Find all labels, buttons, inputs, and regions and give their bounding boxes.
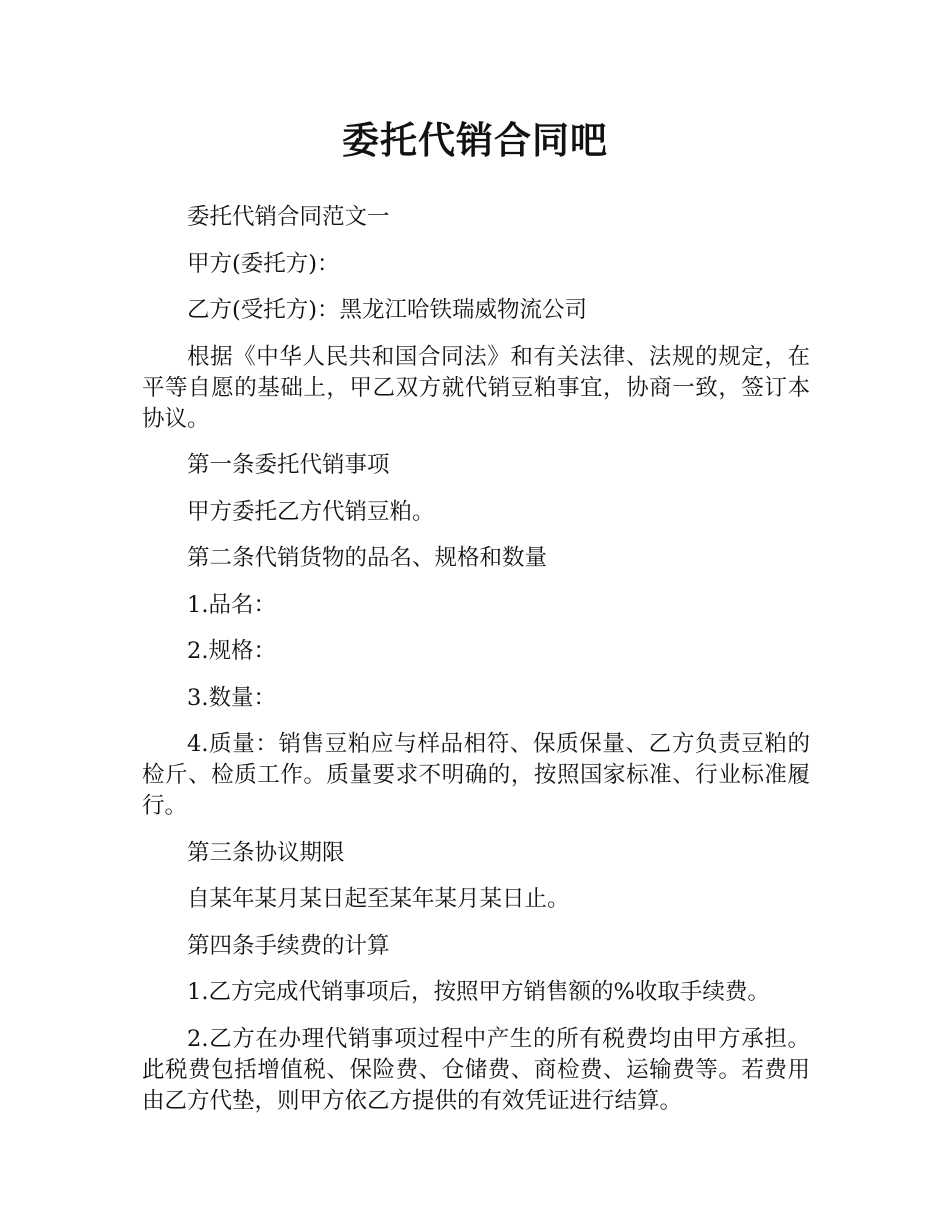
paragraph-article-1-text: 甲方委托乙方代销豆粕。 bbox=[187, 498, 435, 525]
paragraph-heading-sample: 委托代销合同范文一 bbox=[187, 204, 390, 230]
paragraph-party-b: 乙方(受托方)：黑龙江哈铁瑞威物流公司 bbox=[187, 297, 588, 323]
paragraph-article-2-heading: 第二条代销货物的品名、规格和数量 bbox=[187, 545, 548, 571]
paragraph-article-4-heading: 第四条手续费的计算 bbox=[187, 932, 390, 959]
paragraph-party-a: 甲方(委托方)： bbox=[187, 250, 340, 277]
paragraph-item-spec: 2.规格： bbox=[187, 638, 276, 664]
paragraph-item-quality: 4.质量：销售豆粕应与样品相符、保质保量、乙方负责豆粕的检斤、检质工作。质量要求不明确的，按照国家标准、行业标准履行。 bbox=[142, 731, 810, 819]
paragraph-fee-2: 2.乙方在办理代销事项过程中产生的所有税费均由甲方承担。此税费包括增值税、保险费、仓储费、商检费、运输费等。若费用由乙方代垫，则甲方依乙方提供的有效凭证进行结算。 bbox=[142, 1025, 810, 1114]
paragraph-item-quantity: 3.数量： bbox=[187, 684, 276, 711]
paragraph-item-name: 1.品名： bbox=[187, 591, 276, 618]
paragraph-fee-1: 1.乙方完成代销事项后，按照甲方销售额的%收取手续费。 bbox=[187, 979, 770, 1005]
paragraph-article-1-heading: 第一条委托代销事项 bbox=[187, 452, 390, 478]
paragraph-article-3-text: 自某年某月某日起至某年某月某日止。 bbox=[187, 886, 570, 912]
document-title: 委托代销合同吧 bbox=[342, 119, 608, 162]
paragraph-preamble: 根据《中华人民共和国合同法》和有关法律、法规的规定，在平等自愿的基础上，甲乙双方就代销豆粕事宜，协商一致，签订本协议。 bbox=[142, 343, 810, 432]
document-body bbox=[142, 202, 810, 1132]
paragraph-article-3-heading: 第三条协议期限 bbox=[187, 839, 345, 866]
